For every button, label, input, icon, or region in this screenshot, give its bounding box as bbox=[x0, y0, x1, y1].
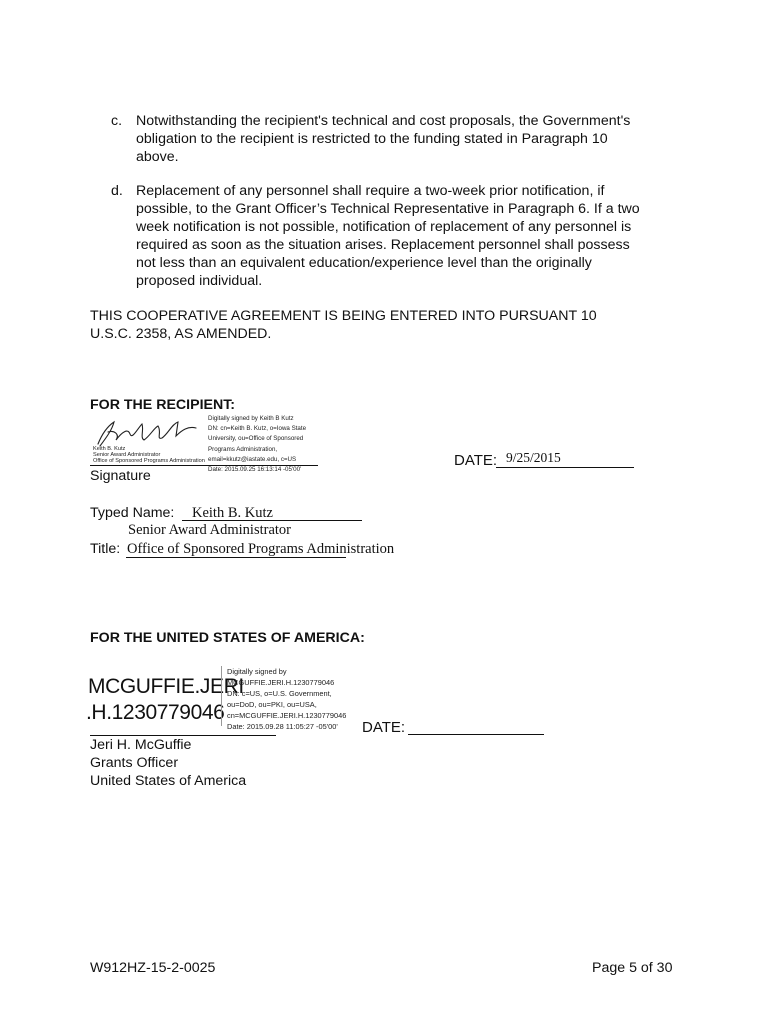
paragraph-line: required as soon as the situation arises. Replacement personnel shall possess bbox=[136, 237, 630, 254]
signature-image-office: Office of Sponsored Programs Administration bbox=[93, 458, 205, 464]
title-label: Title: bbox=[90, 541, 121, 557]
paragraph-line: week notification is not possible, notification of replacement of any personnel is bbox=[136, 219, 632, 236]
paragraph-line: Notwithstanding the recipient's technical and cost proposals, the Government's bbox=[136, 113, 631, 129]
signature-image-name: Keith B. Kutz bbox=[93, 446, 126, 452]
recipient-date-value: 9/25/2015 bbox=[506, 450, 561, 465]
government-digital-signature: Digitally signed by MCGUFFIE.JERI.H.1230779046 DN: c=US, o=U.S. Government, ou=DoD, ou=PKI, ou=USA, cn=MCGUFFIE.JERI.H.1230779046 Date: 2015.09.28 11:05:27 -05'00' bbox=[227, 667, 347, 731]
government-heading: FOR THE UNITED STATES OF AMERICA: bbox=[90, 630, 365, 646]
government-signer-name: Jeri H. McGuffie bbox=[90, 737, 192, 753]
paragraph-marker: c. bbox=[111, 113, 123, 129]
recipient-date-line bbox=[496, 467, 634, 468]
typed-name-title: Senior Award Administrator bbox=[128, 522, 291, 538]
title-line bbox=[126, 557, 346, 558]
government-signer-name-line1: MCGUFFIE.JERI bbox=[88, 675, 244, 698]
government-signer-name-line2: .H.1230779046 bbox=[86, 701, 225, 724]
paragraph-line: obligation to the recipient is restricted to the funding stated in Paragraph 10 bbox=[136, 131, 608, 148]
government-signature-line bbox=[90, 735, 276, 736]
paragraph-line: possible, to the Grant Officer’s Technical Representative in Paragraph 6. If a two bbox=[136, 201, 640, 218]
recipient-date-label: DATE: bbox=[454, 452, 498, 469]
statement-line: THIS COOPERATIVE AGREEMENT IS BEING ENTERED INTO PURSUANT 10 bbox=[90, 308, 597, 324]
paragraph-marker: d. bbox=[111, 183, 123, 199]
paragraph-d bbox=[111, 182, 640, 291]
footer-page-number: Page 5 of 30 bbox=[592, 960, 673, 976]
paragraph-c bbox=[111, 112, 631, 166]
government-signer-role: Grants Officer bbox=[90, 755, 179, 771]
paragraph-line: above. bbox=[136, 149, 179, 166]
footer-doc-number: W912HZ-15-2-0025 bbox=[90, 960, 216, 976]
recipient-signature-line bbox=[90, 465, 318, 466]
government-signature-divider bbox=[221, 666, 222, 726]
typed-name-line bbox=[182, 520, 362, 521]
paragraph-line: not less than an equivalent education/experience level than the originally bbox=[136, 255, 592, 272]
paragraph-line: Replacement of any personnel shall require a two-week prior notification, if bbox=[136, 183, 605, 199]
statement-line: U.S.C. 2358, AS AMENDED. bbox=[90, 326, 272, 343]
signature-label: Signature bbox=[90, 468, 151, 484]
typed-name-label: Typed Name: bbox=[90, 505, 175, 521]
typed-name-value: Keith B. Kutz bbox=[192, 505, 273, 521]
recipient-digital-signature: Digitally signed by Keith B Kutz DN: cn=Keith B. Kutz, o=Iowa State University, ou=Office of Sponsored Programs Administration, email=kkutz@iastate.edu, c=US Date: 2015.09.25 16:13:14 -05'00' bbox=[208, 415, 307, 474]
signature-image-title: Senior Award Administrator bbox=[93, 452, 161, 458]
paragraph-line: proposed individual. bbox=[136, 273, 263, 290]
government-signer-org: United States of America bbox=[90, 773, 247, 789]
recipient-heading: FOR THE RECIPIENT: bbox=[90, 397, 236, 413]
government-date-label: DATE: bbox=[362, 719, 406, 736]
agreement-statement bbox=[90, 307, 597, 343]
title-value: Office of Sponsored Programs Administration bbox=[127, 541, 395, 557]
government-date-line bbox=[408, 734, 544, 735]
